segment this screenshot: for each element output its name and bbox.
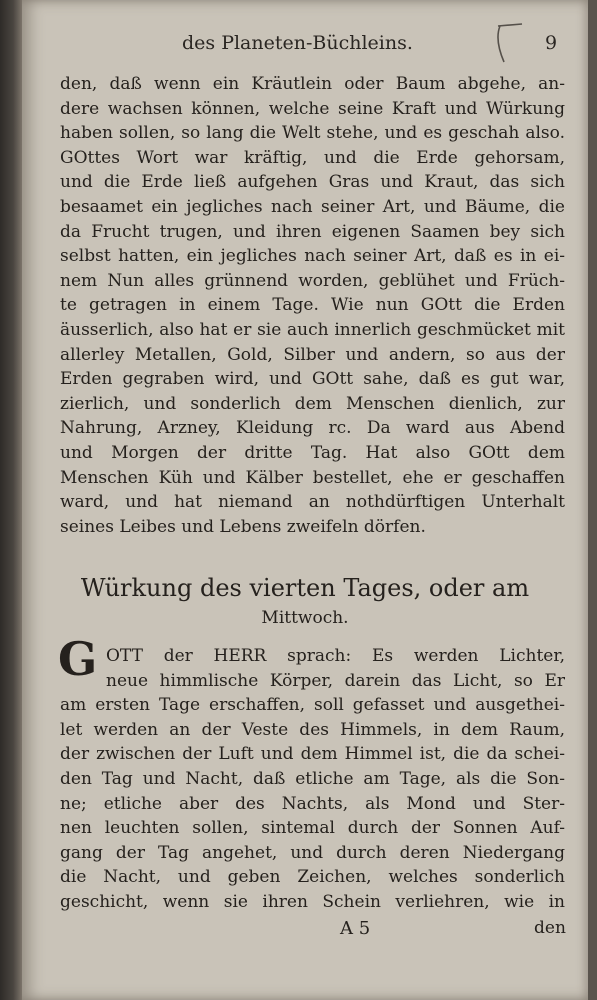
book-page <box>22 0 588 1000</box>
text-line: äusserlich, also hat er sie auch innerlich geschmücket mit <box>60 320 565 340</box>
text-line: am ersten Tage erschaffen, soll gefasset und ausgethei- <box>60 695 565 716</box>
page-number: 9 <box>545 32 558 54</box>
text-line: geschicht, wenn sie ihren Schein verliehren, wie in <box>60 892 565 912</box>
text-line: gang der Tag angehet, und durch deren Niedergang <box>60 842 565 863</box>
text-line: und die Erde ließ aufgehen Gras und Kraut, das sich <box>60 172 565 193</box>
text-line: selbst hatten, ein jegliches nach seiner Art, daß es in ei- <box>60 246 565 267</box>
text-line: neue himmlische Körper, darein das Licht, so Er <box>106 670 565 691</box>
book-gutter <box>0 0 22 1000</box>
text-line: der zwischen der Luft und dem Himmel ist, die da schei- <box>60 744 565 765</box>
text-line: haben sollen, so lang die Welt stehe, und es geschah also. <box>60 123 565 144</box>
section-heading: Würkung des vierten Tages, oder am <box>80 574 530 602</box>
text-line: te getragen in einem Tage. Wie nun GOtt die Erden <box>60 295 565 316</box>
page-edge <box>588 0 597 1000</box>
section-subheading: Mittwoch. <box>261 608 349 628</box>
text-line: die Nacht, und geben Zeichen, welches sonderlich <box>60 867 565 888</box>
text-line: den, daß wenn ein Kräutlein oder Baum abgehe, an- <box>60 74 565 94</box>
text-line: Menschen Küh und Kälber bestellet, ehe er geschaffen <box>60 467 565 488</box>
text-line: und Morgen der dritte Tag. Hat also GOtt dem <box>60 443 565 463</box>
text-line: allerley Metallen, Gold, Silber und andern, so aus der <box>60 344 565 365</box>
text-line: OTT der HERR sprach: Es werden Lichter, <box>106 646 565 666</box>
text-line: nem Nun alles grünnend worden, geblühet und Früch- <box>60 270 565 291</box>
text-line: da Frucht trugen, und ihren eigenen Saamen bey sich <box>60 221 565 242</box>
page-header <box>22 30 588 60</box>
text-line: ne; etliche aber des Nachts, als Mond und Ster- <box>60 793 565 814</box>
text-line: Erden gegraben wird, und GOtt sahe, daß es gut war, <box>60 369 565 390</box>
text-line: Nahrung, Arzney, Kleidung rc. Da ward aus Abend <box>60 418 565 439</box>
signature-mark: A 5 <box>340 918 371 939</box>
text-line: zierlich, und sonderlich dem Menschen dienlich, zur <box>60 393 565 414</box>
pencil-mark-icon <box>492 22 526 64</box>
text-line: seines Leibes und Lebens zweifeln dörfen. <box>60 516 426 537</box>
text-line: let werden an der Veste des Himmels, in dem Raum, <box>60 719 565 740</box>
catchword: den <box>534 918 566 938</box>
text-line: nen leuchten sollen, sintemal durch der Sonnen Auf- <box>60 818 565 839</box>
text-line: ward, und hat niemand an nothdürftigen Unterhalt <box>60 492 565 513</box>
text-line: besaamet ein jegliches nach seiner Art, und Bäume, die <box>60 197 565 217</box>
drop-capital: G <box>58 632 98 686</box>
text-line: den Tag und Nacht, daß etliche am Tage, als die Son- <box>60 769 565 789</box>
text-line: dere wachsen können, welche seine Kraft und Würkung <box>60 98 565 119</box>
running-head: des Planeten-Büchleins. <box>182 32 413 54</box>
page-footer <box>22 918 588 946</box>
text-line: GOttes Wort war kräftig, und die Erde gehorsam, <box>60 147 565 168</box>
